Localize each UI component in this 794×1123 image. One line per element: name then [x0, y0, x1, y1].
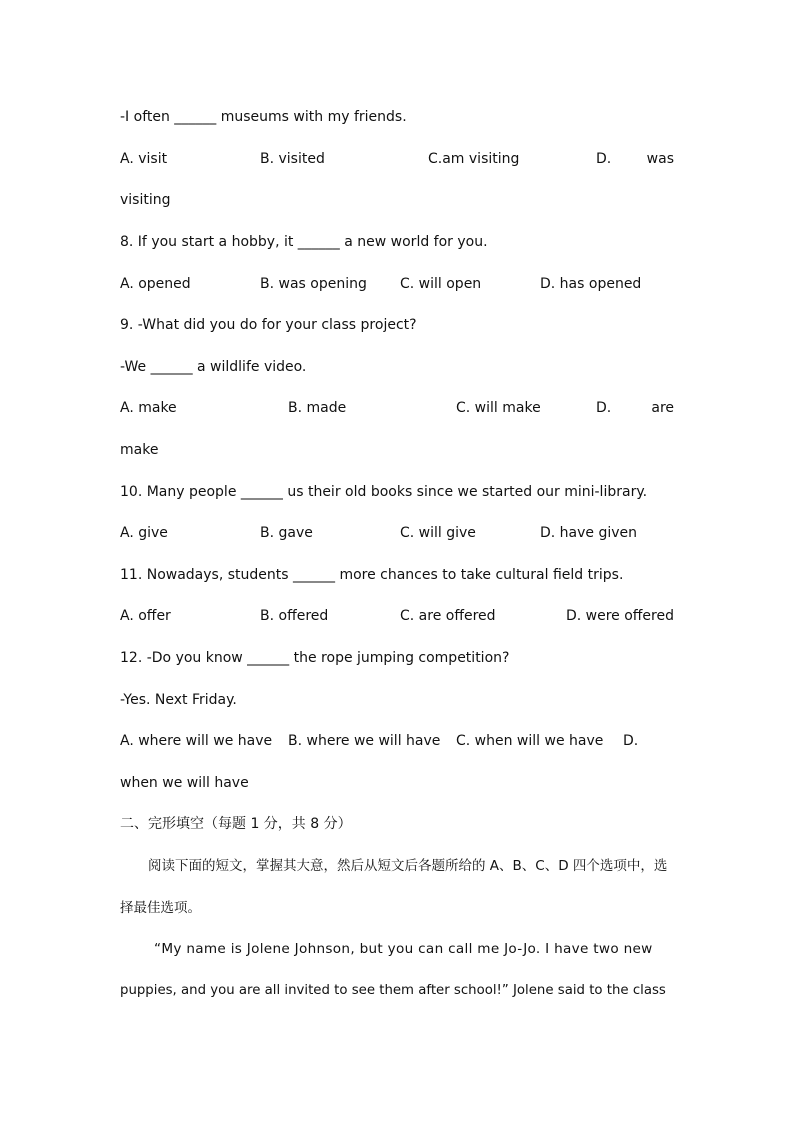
passage-line-1: “My name is Jolene Johnson, but you can call me Jo-Jo. I have two new	[154, 941, 653, 957]
q9-option-d-tail: are	[651, 400, 674, 416]
section2-heading: 二、完形填空（每题 1 分，共 8 分）	[120, 816, 352, 832]
q8-option-d: D. has opened	[540, 276, 642, 292]
q8-option-a: A. opened	[120, 276, 191, 292]
section2-instruction-1: 阅读下面的短文，掌握其大意，然后从短文后各题所给的 A、B、C、D 四个选项中，选	[148, 858, 668, 874]
q11-option-d: D. were offered	[565, 608, 674, 624]
section2-instruction-2: 择最佳选项。	[120, 900, 201, 916]
q8-option-b: B. was opening	[260, 276, 367, 292]
q10-option-c: C. will give	[400, 525, 476, 541]
q8-stem: 8. If you start a hobby, it ______ a new world for you.	[120, 234, 488, 250]
q7-option-b: B. visited	[260, 151, 325, 167]
q11-option-c: C. are offered	[400, 608, 496, 624]
q7-option-d-tail: was	[646, 151, 674, 167]
q9-option-d: D.	[596, 400, 612, 416]
q10-option-d: D. have given	[540, 525, 638, 541]
q7-option-a: A. visit	[120, 151, 168, 167]
q12-stem: 12. -Do you know ______ the rope jumping competition?	[120, 650, 510, 666]
q9-answer-line: -We ______ a wildlife video.	[120, 359, 307, 375]
q11-option-b: B. offered	[260, 608, 329, 624]
q10-option-b: B. gave	[260, 525, 313, 541]
q11-stem: 11. Nowadays, students ______ more chances to take cultural field trips.	[120, 567, 624, 583]
q12-wrap: when we will have	[120, 775, 249, 791]
q10-option-a: A. give	[120, 525, 168, 541]
q8-option-c: C. will open	[400, 276, 482, 292]
q9-option-b: B. made	[288, 400, 347, 416]
q12-option-d: D.	[623, 733, 639, 749]
q9-option-a: A. make	[120, 400, 177, 416]
q9-option-c: C. will make	[456, 400, 541, 416]
q11-option-a: A. offer	[120, 608, 171, 624]
q12-option-a: A. where will we have	[120, 733, 273, 749]
q10-stem: 10. Many people ______ us their old books since we started our mini-library.	[120, 484, 648, 500]
q12-option-b: B. where we will have	[288, 733, 441, 749]
q7-option-c: C.am visiting	[428, 151, 520, 167]
q9-wrap: make	[120, 442, 159, 458]
q12-answer-line: -Yes. Next Friday.	[120, 692, 237, 708]
q7-wrap: visiting	[120, 192, 171, 208]
q9-stem: 9. -What did you do for your class project?	[120, 317, 417, 333]
q12-option-c: C. when will we have	[456, 733, 604, 749]
q7-stem: -I often ______ museums with my friends.	[120, 109, 407, 125]
q7-option-d: D.	[596, 151, 612, 167]
passage-line-2: puppies, and you are all invited to see them after school!” Jolene said to the class	[120, 983, 666, 998]
